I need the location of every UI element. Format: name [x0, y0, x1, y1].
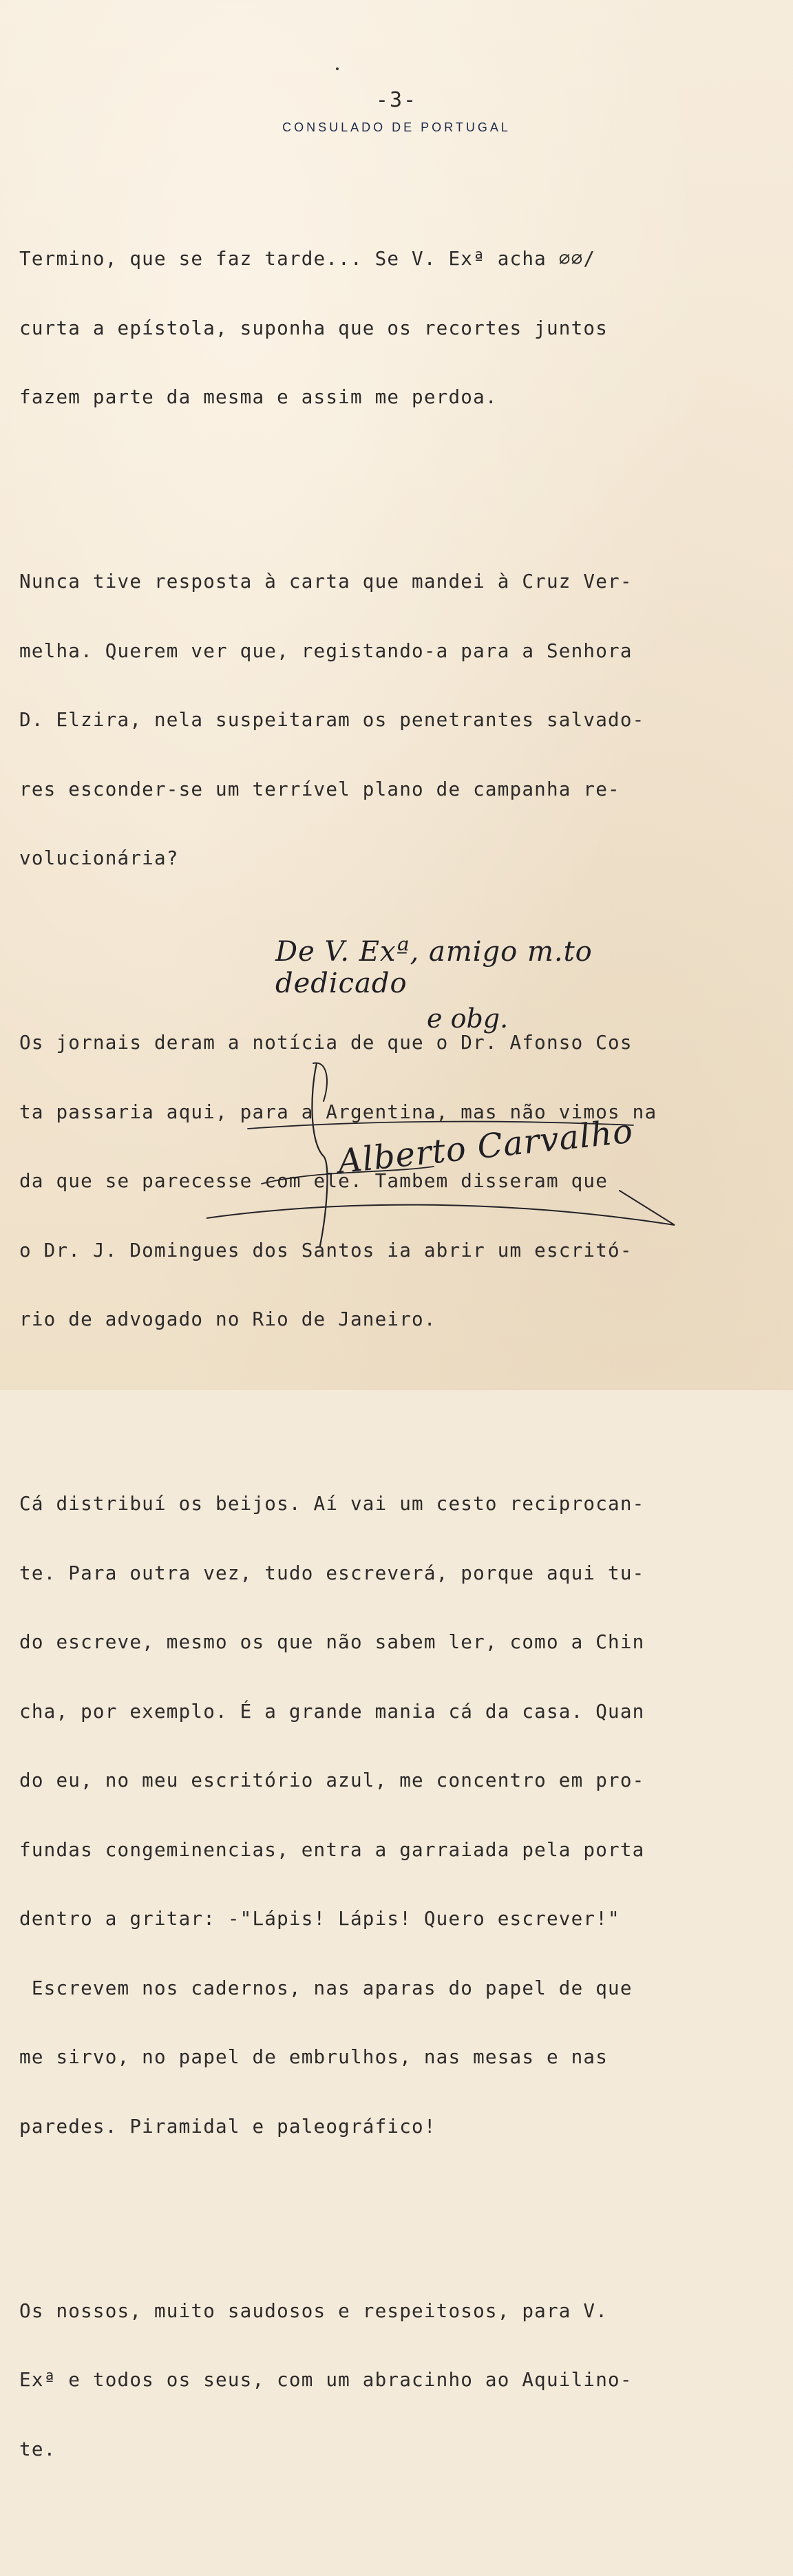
ink-dot [336, 67, 339, 70]
signature-name: Alberto Carvalho [336, 1111, 635, 1182]
text-line: Cá distribuí os beijos. Aí vai um cesto reciprocan- [19, 1492, 645, 1515]
text-line: Termino, que se faz tarde... Se V. Exª acha ⌀⌀/ [19, 247, 596, 270]
text-line: Escrevem nos cadernos, nas aparas do papel de que [19, 1976, 633, 1999]
paragraph-5 [19, 2253, 776, 2507]
paragraph-1 [19, 201, 776, 455]
text-line: Os jornais deram a notícia de que o Dr. Afonso Cos [19, 1031, 633, 1054]
text-line: Exª e todos os seus, com um abracinho ao Aquilino- [19, 2368, 633, 2391]
text-line: curta a epístola, suponha que os recortes juntos [19, 316, 609, 339]
text-line: paredes. Piramidal e paleográfico! [19, 2114, 436, 2138]
page-number: -3- [375, 88, 418, 112]
signature-block [207, 922, 702, 1253]
text-line: do escreve, mesmo os que não sabem ler, como a Chin [19, 1630, 645, 1653]
text-line: Nunca tive resposta à carta que mandei à Cruz Ver- [19, 570, 633, 593]
text-line: melha. Querem ver que, registando-a para a Senhora [19, 639, 633, 662]
text-line: me sirvo, no papel de embrulhos, nas mesas e nas [19, 2045, 609, 2068]
text-line: fazem parte da mesma e assim me perdoa. [19, 385, 498, 408]
text-line: D. Elzira, nela suspeitaram os penetrantes salvado- [19, 708, 645, 731]
text-line: cha, por exemplo. É a grande mania cá da casa. Quan [19, 1699, 645, 1723]
text-line: fundas congeminencias, entra a garraiada pela porta [19, 1838, 645, 1861]
letterhead: CONSULADO DE PORTUGAL [282, 120, 511, 134]
text-line: ta passaria aqui, para a Argentina, mas não vimos na [19, 1100, 657, 1123]
paragraph-2 [19, 524, 776, 916]
paragraph-4 [19, 1446, 776, 2184]
closing-salutation: De V. Exª, amigo m.to dedicado [275, 936, 593, 999]
closing-abbreviation: e obg. [427, 1003, 509, 1034]
letter-body [19, 155, 776, 2576]
text-line: res esconder-se um terrível plano de campanha re- [19, 777, 620, 800]
text-line: dentro a gritar: -"Lápis! Lápis! Quero escrever!" [19, 1907, 620, 1930]
signature-flourish [207, 922, 702, 1253]
text-line: te. Para outra vez, tudo escreverá, porque aqui tu- [19, 1561, 645, 1584]
text-line: do eu, no meu escritório azul, me concentro em pro- [19, 1769, 645, 1791]
text-line: o Dr. J. Domingues dos Santos ia abrir um escritó- [19, 1238, 633, 1262]
text-line: te. [19, 2437, 56, 2460]
text-line: da que se parecesse com ele. Tambem disseram que [19, 1169, 609, 1192]
text-line: rio de advogado no Rio de Janeiro. [19, 1308, 436, 1330]
text-line: Os nossos, muito saudosos e respeitosos, para V. [19, 2299, 609, 2322]
text-line: volucionária? [19, 847, 179, 869]
